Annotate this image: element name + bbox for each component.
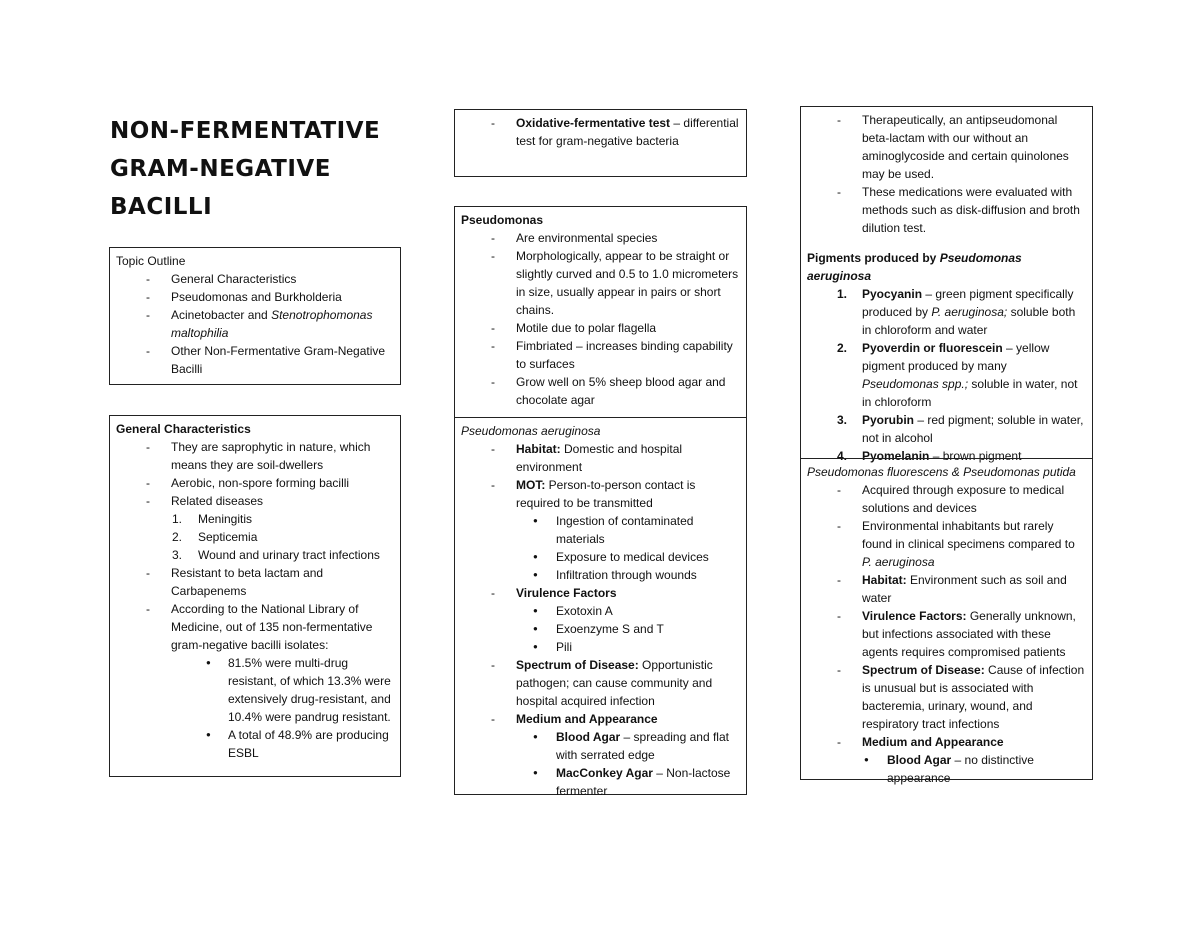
list-item: - Virulence Factors: Generally unknown, but infections associated with these agents requires compromised patients xyxy=(807,607,1086,661)
pigments-heading: Pigments produced by Pseudomonas aeruginosa xyxy=(807,251,1022,283)
list-item: - Medium and Appearance ● Blood Agar – no distinctive appearance xyxy=(807,733,1086,787)
list-item: - Are environmental species xyxy=(461,229,740,247)
medium-item: ● Blood Agar – spreading and flat with serrated edge xyxy=(461,728,740,764)
stat-item: ● A total of 48.9% are producing ESBL xyxy=(116,726,394,762)
therapy-pigments-box xyxy=(800,106,1093,463)
pigment-item: 4. Pyomelanin – brown pigment xyxy=(837,449,1022,463)
list-item: - Medium and Appearance ● Blood Agar – spreading and flat with serrated edge ● MacConkey Agar – Non-lactose fermenter xyxy=(461,710,740,800)
list-item: - Habitat: Domestic and hospital environment xyxy=(461,440,740,476)
medium-item: ● MacConkey Agar – Non-lactose fermenter xyxy=(461,764,740,800)
disease-item: 1. Meningitis xyxy=(172,512,253,526)
title-line-3: BACILLI xyxy=(110,194,213,220)
general-heading: General Characteristics xyxy=(116,422,251,436)
stat-item: ● 81.5% were multi-drug resistant, of which 13.3% were extensively drug-resistant, and 10.4% were pandrug resistant. xyxy=(116,654,394,726)
pigment-item: 3. Pyorubin – red pigment; soluble in water, not in alcohol xyxy=(837,413,1084,445)
list-item: - Environmental inhabitants but rarely found in clinical specimens compared to P. aeruginosa xyxy=(807,517,1086,571)
vf-item: ● Pili xyxy=(461,638,740,656)
list-item: - Spectrum of Disease: Cause of infection is unusual but is associated with bacteremia, urinary, wound, and respiratory tract infections xyxy=(807,661,1086,733)
outline-item: - Other Non-Fermentative Gram-Negative Bacilli xyxy=(116,342,394,378)
list-item: - Oxidative-fermentative test – differential test for gram-negative bacteria xyxy=(461,114,740,150)
list-item: - Spectrum of Disease: Opportunistic pathogen; can cause community and hospital acquired infection xyxy=(461,656,740,710)
topic-outline-box xyxy=(109,247,401,385)
list-item: - Fimbriated – increases binding capability to surfaces xyxy=(461,337,740,373)
list-item: - Related diseases 1. Meningitis 2. Septicemia 3. Wound and urinary tract infections xyxy=(116,492,394,564)
disease-item: 3. Wound and urinary tract infections xyxy=(172,548,380,562)
list-item: - These medications were evaluated with methods such as disk-diffusion and broth dilution test. xyxy=(807,183,1086,237)
list-item: - MOT: Person-to-person contact is required to be transmitted ● Ingestion of contaminated materials ● Exposure to medical devices ● Infiltration through wounds xyxy=(461,476,740,584)
general-characteristics-box xyxy=(109,415,401,777)
mot-item: ● Ingestion of contaminated materials xyxy=(461,512,740,548)
aeruginosa-box xyxy=(454,417,747,798)
list-item: - They are saprophytic in nature, which means they are soil-dwellers xyxy=(116,438,394,474)
pigment-item: 1. Pyocyanin – green pigment specifically produced by P. aeruginosa; soluble both in chloroform and water xyxy=(837,287,1076,337)
disease-item: 2. Septicemia xyxy=(172,530,258,544)
fluorescens-heading: Pseudomonas fluorescens & Pseudomonas putida xyxy=(807,465,1076,479)
list-item: - Grow well on 5% sheep blood agar and chocolate agar xyxy=(461,373,740,409)
pseudomonas-box xyxy=(454,206,747,418)
list-item: - Morphologically, appear to be straight or slightly curved and 0.5 to 1.0 micrometers in size, usually appear in pairs or short chains. xyxy=(461,247,740,319)
list-item: - Habitat: Environment such as soil and water xyxy=(807,571,1086,607)
fluorescens-putida-box xyxy=(800,458,1093,785)
pseudomonas-heading: Pseudomonas xyxy=(461,213,544,227)
list-item: - Resistant to beta lactam and Carbapenems xyxy=(116,564,394,600)
list-item: - Virulence Factors ● Exotoxin A ● Exoenzyme S and T ● Pili xyxy=(461,584,740,656)
mot-item: ● Exposure to medical devices xyxy=(461,548,740,566)
topic-outline-heading: Topic Outline xyxy=(116,254,186,268)
list-item: - Acquired through exposure to medical solutions and devices xyxy=(807,481,1086,517)
outline-item: - Acinetobacter and Stenotrophomonas maltophilia xyxy=(116,306,394,342)
oxidative-test-box xyxy=(454,109,747,177)
title-line-1: NON-FERMENTATIVE xyxy=(110,118,381,144)
vf-item: ● Exoenzyme S and T xyxy=(461,620,740,638)
outline-item: - Pseudomonas and Burkholderia xyxy=(116,288,394,306)
title-line-2: GRAM-NEGATIVE xyxy=(110,156,331,182)
list-item: - According to the National Library of Medicine, out of 135 non-fermentative gram-negative bacilli isolates: ● 81.5% were multi-drug resistant, of which 13.3% were extensively drug-resistant, and 10.4% were pandrug resistant. ● A total of 48.9% are producing ESBL xyxy=(116,600,394,762)
list-item: - Aerobic, non-spore forming bacilli xyxy=(116,474,394,492)
mot-item: ● Infiltration through wounds xyxy=(461,566,740,584)
outline-item: - General Characteristics xyxy=(116,270,394,288)
document-title xyxy=(110,112,380,226)
medium-item: ● Blood Agar – no distinctive appearance xyxy=(807,751,1086,787)
aeruginosa-heading: Pseudomonas aeruginosa xyxy=(461,424,601,438)
list-item: - Therapeutically, an antipseudomonal beta-lactam with our without an aminoglycoside and certain quinolones may be used. xyxy=(807,111,1086,183)
vf-item: ● Exotoxin A xyxy=(461,602,740,620)
list-item: - Motile due to polar flagella xyxy=(461,319,740,337)
pigment-item: 2. Pyoverdin or fluorescein – yellow pigment produced by many Pseudomonas spp.; soluble in water, not in chloroform xyxy=(837,341,1078,409)
